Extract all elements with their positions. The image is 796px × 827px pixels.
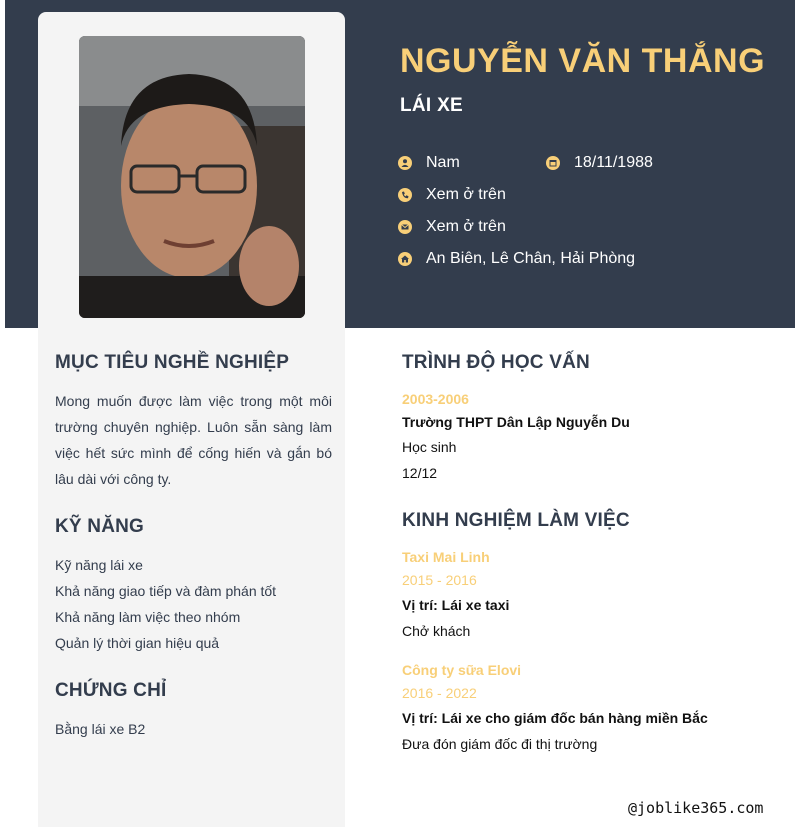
profile-photo-illustration	[79, 36, 305, 318]
calendar-icon	[546, 156, 560, 170]
home-icon	[398, 252, 412, 266]
objective-heading: MỤC TIÊU NGHỀ NGHIỆP	[55, 352, 290, 373]
education-heading: TRÌNH ĐỘ HỌC VẤN	[402, 352, 590, 373]
experience-period: 2015 - 2016	[402, 572, 477, 588]
experience-period: 2016 - 2022	[402, 685, 477, 701]
objective-text: Mong muốn được làm việc trong một môi trường chuyên nghiệp. Luôn sẵn sàng làm việc hết sức mình để cống hiến và gắn bó lâu dài với công ty.	[55, 393, 332, 487]
certificate-item: Bằng lái xe B2	[55, 721, 146, 737]
experience-description: Đưa đón giám đốc đi thị trường	[402, 736, 598, 752]
experience-heading: KINH NGHIỆM LÀM VIỆC	[402, 510, 630, 531]
experience-description: Chở khách	[402, 623, 471, 639]
info-address	[398, 250, 635, 268]
education-period: 2003-2006	[402, 391, 469, 407]
skill-item: Kỹ năng lái xe	[55, 557, 143, 573]
candidate-name: NGUYỄN VĂN THẮNG	[400, 42, 766, 80]
skills-heading: KỸ NĂNG	[55, 516, 145, 537]
info-gender	[398, 154, 460, 172]
address-value: An Biên, Lê Chân, Hải Phòng	[426, 250, 636, 267]
job-title: LÁI XE	[400, 95, 464, 116]
certificates-heading: CHỨNG CHỈ	[55, 680, 167, 701]
user-icon	[398, 156, 412, 170]
site-watermark: @joblike365.com	[628, 799, 764, 817]
experience-position: Vị trí: Lái xe taxi	[402, 597, 510, 613]
education-school: Trường THPT Dân Lập Nguyễn Du	[402, 414, 630, 430]
gender-value: Nam	[426, 154, 460, 171]
phone-value: Xem ở trên	[426, 186, 506, 203]
experience-position: Vị trí: Lái xe cho giám đốc bán hàng miền Bắc	[402, 710, 708, 726]
skill-item: Khả năng làm việc theo nhóm	[55, 609, 241, 625]
email-value: Xem ở trên	[426, 218, 506, 235]
skill-item: Khả năng giao tiếp và đàm phán tốt	[55, 583, 277, 599]
education-role: Học sinh	[402, 439, 457, 455]
profile-photo	[79, 36, 305, 318]
birthday-value: 18/11/1988	[574, 154, 653, 171]
experience-company: Taxi Mai Linh	[402, 549, 490, 565]
experience-company: Công ty sữa Elovi	[402, 662, 522, 678]
phone-icon	[398, 188, 412, 202]
info-email	[398, 218, 506, 236]
info-birthday	[546, 154, 653, 172]
info-phone	[398, 186, 506, 204]
education-grade: 12/12	[402, 465, 438, 481]
mail-icon	[398, 220, 412, 234]
skill-item: Quản lý thời gian hiệu quả	[55, 635, 220, 651]
